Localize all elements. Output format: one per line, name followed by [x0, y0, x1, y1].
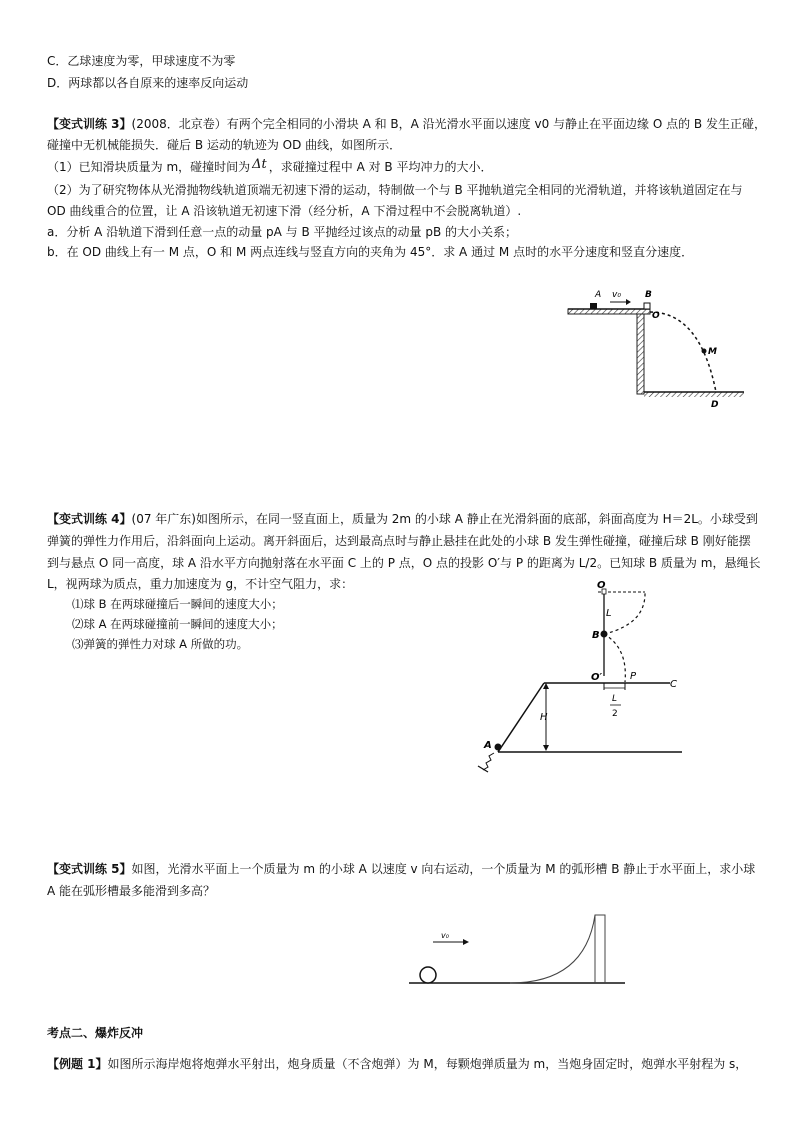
v3-dt: Δt [252, 157, 267, 172]
fig4-label-lden: 2 [612, 709, 618, 719]
v5-line1 [47, 860, 755, 878]
fig4-label-c: C [670, 679, 677, 690]
fig4-label-o: O [597, 580, 606, 591]
fig3-label-o: O [652, 311, 660, 321]
v4-sub2: ⑵球 A 在两球碰撞前一瞬间的速度大小； [72, 617, 283, 631]
v4-tag: 【变式训练 4】 [47, 512, 132, 526]
v3-text1: (2008．北京卷）有两个完全相同的小滑块 A 和 B，A 沿光滑水平面以速度 v0 与静止在平面边缘 O 点的 B 发生正碰， [131, 117, 766, 131]
fig3-label-b: B [645, 290, 652, 300]
ex1-text1: 如图所示海岸炮将炮弹水平射出，炮身质量（不含炮弹）为 M，每颗炮弹质量为 m，当炮身固定时，炮弹水平射程为 s， [107, 1057, 748, 1071]
v4-line3: 到与悬点 O 同一高度，球 A 沿水平方向抛射落在水平面 C 上的 P 点，O 点的投影 O′与 P 的距离为 L/2。已知球 B 质量为 m，悬绳长 [47, 556, 761, 570]
v3-line2: 碰撞中无机械能损失．碰后 B 运动的轨迹为 OD 曲线，如图所示． [47, 138, 402, 152]
v3-q1b: ，求碰撞过程中 A 对 B 平均冲力的大小． [268, 160, 493, 174]
v3-q1a: （1）已知滑块质量为 m，碰撞时间为 [47, 160, 251, 174]
fig4-label-oprime: O′ [591, 672, 603, 683]
v3-qb: b．在 OD 曲线上有一 M 点，O 和 M 两点连线与竖直方向的夹角为 45°．求 A 通过 M 点时的水平分速度和竖直分速度． [47, 245, 694, 259]
option-d: D．两球都以各自原来的速率反向运动 [47, 76, 249, 90]
option-c: C．乙球速度为零，甲球速度不为零 [47, 54, 236, 68]
v4-line1 [47, 510, 758, 528]
v4-line2: 弹簧的弹性力作用后，沿斜面向上运动。离开斜面后，达到最高点时与静止悬挂在此处的小球 B 发生弹性碰撞，碰撞后球 B 刚好能摆 [47, 534, 751, 548]
v5-text1: 如图，光滑水平面上一个质量为 m 的小球 A 以速度 v 向右运动，一个质量为 M 的弧形槽 B 静止于水平面上，求小球 [131, 862, 756, 876]
v4-sub3: ⑶弹簧的弹性力对球 A 所做的功。 [72, 637, 249, 651]
ex1-line1 [47, 1055, 747, 1073]
v3-q2b: OD 曲线重合的位置，让 A 沿该轨道无初速下滑（经分析，A 下滑过程中不会脱离轨道）. [47, 204, 522, 218]
fig4-label-a: A [484, 740, 492, 751]
v4-figure [470, 578, 690, 778]
ex1-tag: 【例题 1】 [47, 1057, 108, 1071]
v3-line1 [47, 115, 766, 133]
v5-line2: A 能在弧形槽最多能滑到多高？ [47, 884, 216, 898]
v4-line4: L，视两球为质点，重力加速度为 g，不计空气阻力，求： [47, 577, 354, 591]
fig4-label-h: H [540, 712, 548, 723]
ball-a [420, 967, 436, 983]
v5-tag: 【变式训练 5】 [47, 862, 132, 876]
fig5-label-v0: v₀ [441, 931, 449, 940]
section-title: 考点二、爆炸反冲 [47, 1026, 144, 1040]
fig3-label-a: A [595, 290, 602, 300]
v3-qa: a．分析 A 沿轨道下滑到任意一点的动量 pA 与 B 平抛经过该点的动量 pB 的大小关系； [47, 225, 517, 239]
v3-q1 [47, 158, 492, 177]
v4-text1: (07 年广东)如图所示，在同一竖直面上，质量为 2m 的小球 A 静止在光滑斜面的底部，斜面高度为 H＝2L。小球受到 [131, 512, 758, 526]
fig3-label-m: M [708, 347, 717, 357]
v3-q2a: （2）为了研究物体从光滑抛物线轨道顶端无初速下滑的运动，特制做一个与 B 平抛轨道完全相同的光滑轨道，并将该轨道固定在与 [47, 183, 743, 197]
block-b [644, 303, 650, 309]
v4-sub1: ⑴球 B 在两球碰撞后一瞬间的速度大小； [72, 597, 283, 611]
v3-tag: 【变式训练 3】 [47, 117, 132, 131]
block-a [590, 303, 597, 309]
fig4-label-lnum: L [612, 694, 618, 704]
fig4-label-b: B [592, 630, 600, 641]
v5-figure [405, 905, 630, 990]
fig3-label-d: D [711, 400, 719, 410]
fig4-label-p: P [630, 671, 637, 682]
fig3-label-v0: v₀ [612, 290, 621, 300]
v3-figure [560, 282, 750, 412]
fig4-label-l: L [606, 608, 612, 619]
